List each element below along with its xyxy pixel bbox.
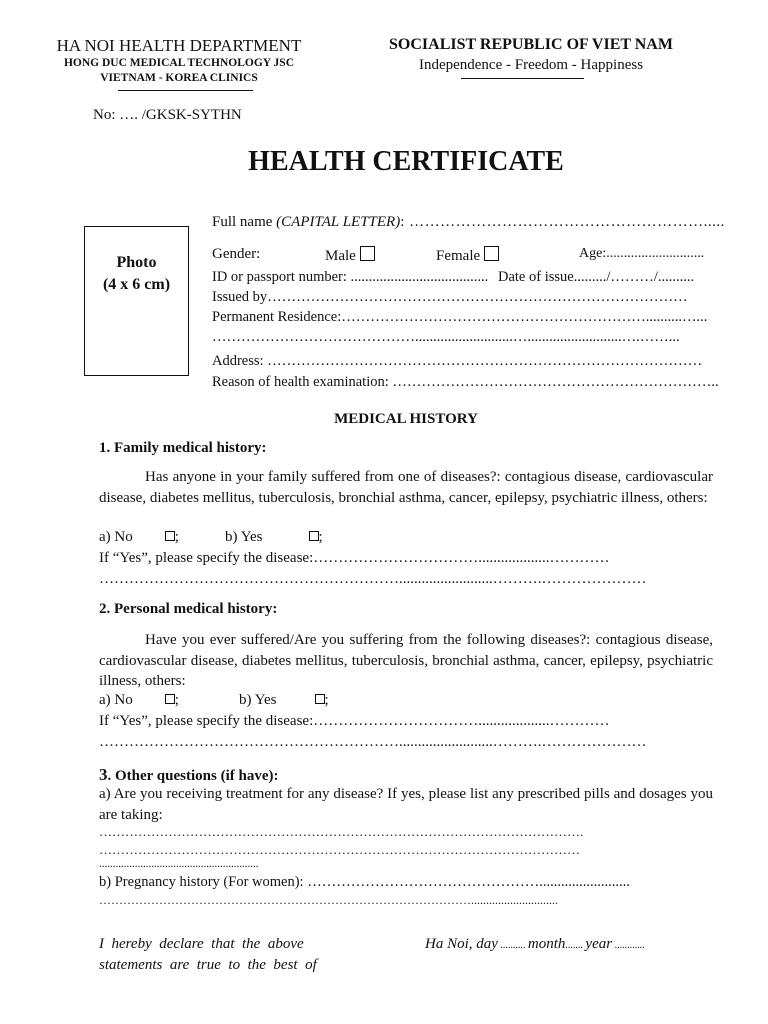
medical-history-heading: MEDICAL HISTORY — [334, 411, 478, 427]
org-line-3: VIETNAM - KOREA CLINICS — [100, 72, 258, 84]
treatment-line-2[interactable]: ………………………………………………………………………………………………… — [99, 842, 580, 857]
personal-specify-field[interactable]: If “Yes”, please specify the disease:……………………………...................………… — [99, 713, 610, 729]
male-option[interactable] — [325, 246, 375, 265]
photo-size-label: (4 x 6 cm) — [102, 276, 171, 293]
female-label: Female — [436, 248, 481, 264]
motto-underline — [461, 78, 584, 79]
motto: Independence - Freedom - Happiness — [418, 57, 644, 73]
declaration-line-1: I hereby declare that the above — [99, 936, 304, 952]
org-underline — [118, 90, 253, 91]
family-history-question: Has anyone in your family suffered from one of diseases?: contagious disease, cardiovascular disease, diabetes mellitus, tuberculosis, bronchial asthma, cancer, epilepsy, psychiatric illness, others: — [99, 469, 713, 506]
treatment-line-1[interactable]: …………………………………………………………………………………………………. — [99, 824, 584, 839]
id-passport-field[interactable]: ID or passport number: ...................................... — [212, 269, 489, 285]
treatment-question: a) Are you receiving treatment for any disease? If yes, please list any prescribed pills and dosages you are taking: — [99, 786, 713, 823]
country-name: SOCIALIST REPUBLIC OF VIET NAM — [389, 36, 673, 53]
female-checkbox[interactable] — [484, 246, 499, 261]
personal-option-yes[interactable]: b) Yes ; — [239, 692, 329, 708]
family-specify-line[interactable]: …………………………………………………….........................……….………………… — [99, 571, 647, 587]
full-name-hint: (CAPITAL LETTER) — [276, 214, 401, 230]
reason-field[interactable]: Reason of health examination: ………………………………………………………….. — [212, 374, 719, 390]
photo-label: Photo — [116, 254, 157, 271]
treatment-line-3[interactable]: .......................................................... — [99, 858, 259, 870]
gender-label: Gender: — [212, 246, 261, 262]
personal-specify-line[interactable]: …………………………………………………….........................……….………………… — [99, 734, 647, 750]
family-no-checkbox[interactable] — [165, 531, 175, 541]
family-option-yes[interactable]: b) Yes ; — [225, 529, 323, 545]
pregnancy-history-line[interactable]: …………………………………………………………………………………............................. — [99, 893, 558, 907]
full-name-field[interactable] — [212, 214, 725, 231]
organization-header — [50, 36, 308, 86]
family-history-title: 1. Family medical history: — [99, 440, 267, 456]
age-field[interactable]: Age:............................ — [579, 246, 705, 261]
photo-box — [84, 226, 189, 376]
place-date: Ha Noi, day .......... month....... year ............ — [425, 936, 645, 952]
personal-yes-checkbox[interactable] — [315, 694, 325, 704]
document-number: No: …. /GKSK-SYTHN — [93, 107, 242, 123]
full-name-dots: : …………………………………………………..... — [400, 214, 725, 230]
issued-by-field[interactable]: Issued by…………………………………………………………………………… — [212, 289, 688, 305]
family-yes-checkbox[interactable] — [309, 531, 319, 541]
family-specify-field[interactable]: If “Yes”, please specify the disease:……………………………...................………… — [99, 550, 610, 566]
personal-history-title: 2. Personal medical history: — [99, 601, 278, 617]
personal-no-checkbox[interactable] — [165, 694, 175, 704]
male-label: Male — [325, 248, 356, 264]
org-line-2: HONG DUC MEDICAL TECHNOLOGY JSC — [63, 57, 295, 69]
residence-continuation-line[interactable]: ……………………………………...........................…..........................….……... — [212, 329, 680, 345]
personal-option-no[interactable]: a) No ; — [99, 692, 179, 708]
country-header — [378, 36, 684, 76]
pregnancy-history-field[interactable]: b) Pregnancy history (For women): …………………………………………......................... — [99, 874, 630, 890]
full-name-label: Full name — [212, 214, 277, 230]
address-field[interactable]: Address: ……………………………………………………………………………… — [212, 353, 703, 369]
declaration-line-2: statements are true to the best of — [99, 957, 317, 973]
date-of-issue-field[interactable]: Date of issue........./………/.......... — [498, 269, 695, 285]
personal-history-question: Have you ever suffered/Are you suffering from the following diseases?: contagious disease, cardiovascular disease, diabetes mellitus, tuberculosis, bronchial asthma, cancer, epilepsy, psychiatric illness, others: — [99, 632, 713, 689]
org-line-1: HA NOI HEALTH DEPARTMENT — [56, 36, 302, 55]
female-option[interactable] — [436, 246, 499, 265]
permanent-residence-field[interactable]: Permanent Residence:………………………………………………………..........…... — [212, 309, 708, 325]
family-option-no[interactable]: a) No ; — [99, 529, 179, 545]
male-checkbox[interactable] — [360, 246, 375, 261]
page-title: HEALTH CERTIFICATE — [248, 146, 564, 177]
other-questions-title: 3. Other questions (if have): — [99, 765, 279, 784]
